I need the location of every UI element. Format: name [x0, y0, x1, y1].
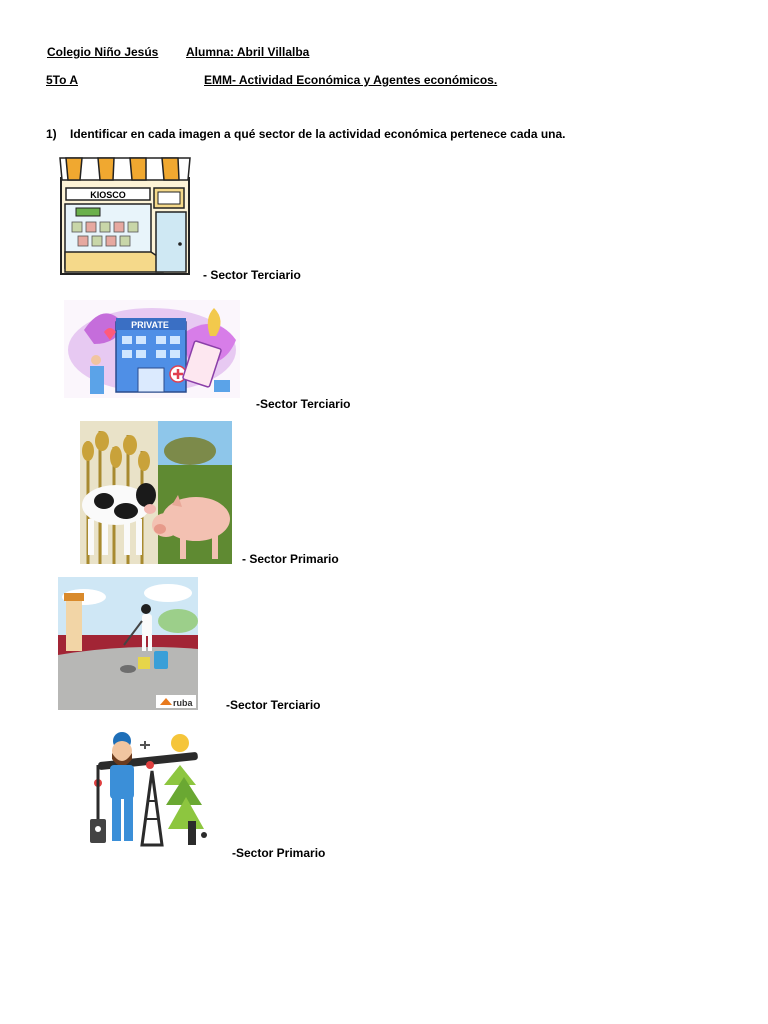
answer-3: - Sector Primario — [242, 552, 339, 566]
grade-label: 5To A — [46, 73, 78, 87]
answer-1: - Sector Terciario — [203, 268, 301, 282]
oil-pump-image — [84, 725, 218, 849]
farm-image — [80, 421, 232, 564]
hospital-image — [64, 300, 240, 398]
construction-worker-icon — [58, 577, 198, 710]
construction-image — [58, 577, 198, 710]
question-number: 1) — [46, 127, 57, 141]
farm-animals-icon — [80, 421, 232, 564]
kiosk-icon — [58, 156, 192, 276]
kiosk-image — [58, 156, 192, 276]
oil-pump-worker-icon — [84, 725, 218, 849]
answer-2: -Sector Terciario — [256, 397, 351, 411]
hospital-icon — [64, 300, 240, 398]
school-name: Colegio Niño Jesús — [47, 45, 159, 59]
kiosk-sign: KIOSCO — [90, 190, 126, 200]
answer-4: -Sector Terciario — [226, 698, 321, 712]
student-name: Alumna: Abril Villalba — [186, 45, 310, 59]
answer-5: -Sector Primario — [232, 846, 326, 860]
question-text: Identificar en cada imagen a qué sector de la actividad económica pertenece cada una. — [70, 127, 566, 141]
brand-logo: ruba — [173, 698, 193, 708]
subject-title: EMM- Actividad Económica y Agentes económicos. — [204, 73, 498, 87]
hospital-sign: PRIVATE — [131, 320, 169, 330]
